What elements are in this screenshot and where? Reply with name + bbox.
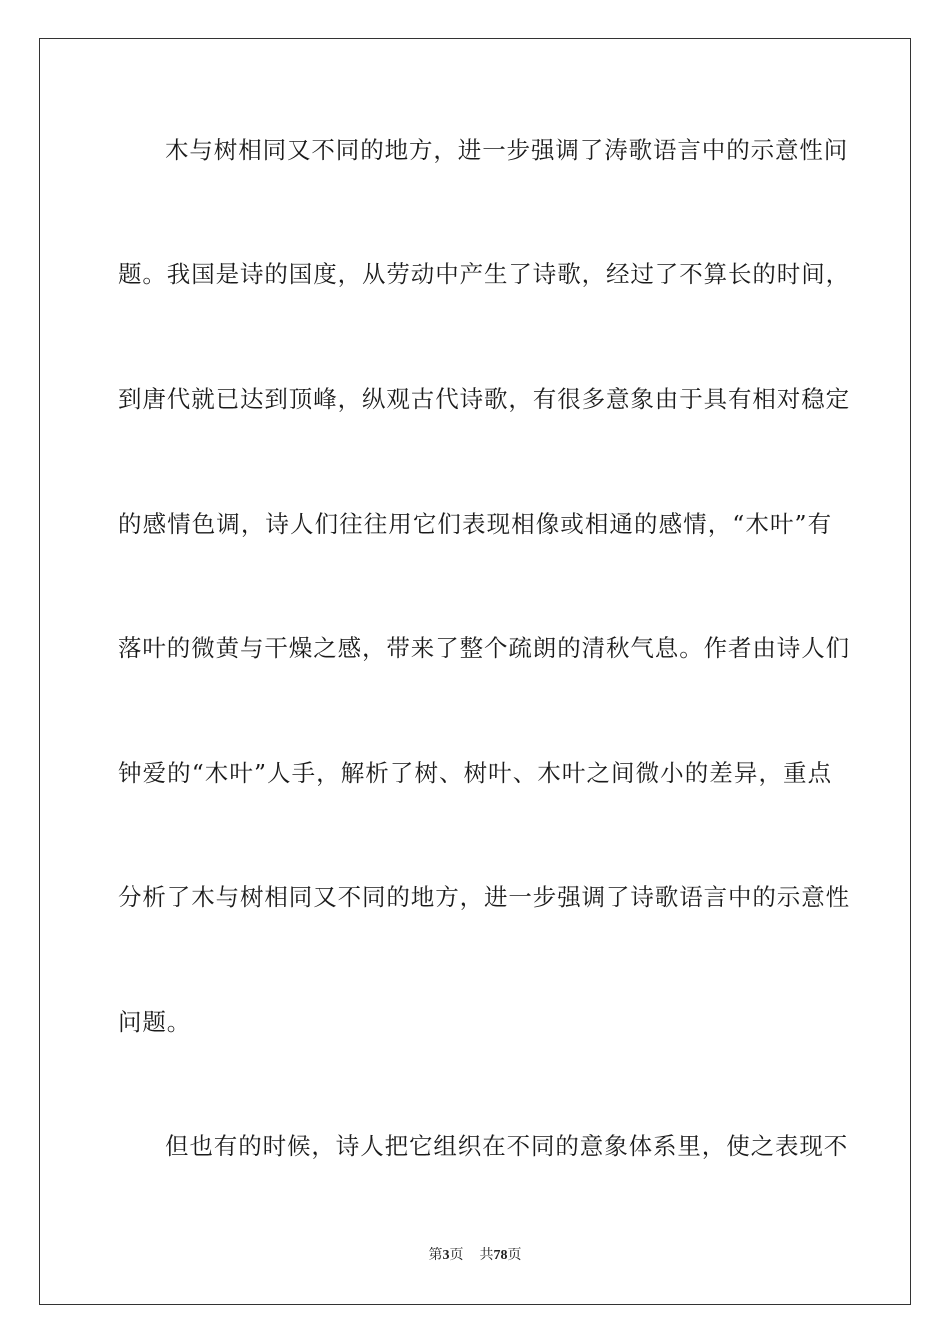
paragraph-line-9: 但也有的时候，诗人把它组织在不同的意象体系里，使之表现不 (165, 1132, 849, 1160)
page-border (39, 38, 911, 1305)
paragraph-line-3: 到唐代就已达到顶峰，纵观古代诗歌，有很多意象由于具有相对稳定 (118, 385, 850, 413)
footer-total-suffix: 页 (507, 1248, 522, 1263)
paragraph-line-4: 的感情色调，诗人们往往用它们表现相像或相通的感情，“木叶”有 (118, 510, 832, 538)
paragraph-line-6: 钟爱的“木叶”人手，解析了树、树叶、木叶之间微小的差异，重点 (118, 759, 832, 787)
paragraph-line-8: 问题。 (118, 1008, 192, 1036)
paragraph-line-7: 分析了木与树相同又不同的地方，进一步强调了诗歌语言中的示意性 (118, 883, 850, 911)
paragraph-line-2: 题。我国是诗的国度，从劳动中产生了诗歌，经过了不算长的时间， (118, 260, 850, 288)
page-footer (0, 1246, 950, 1266)
footer-page-suffix: 页 (449, 1248, 464, 1263)
footer-total-prefix: 共 (479, 1248, 494, 1263)
paragraph-line-1: 木与树相同又不同的地方，进一步强调了涛歌语言中的示意性问 (165, 136, 849, 164)
footer-page-number: 3 (442, 1248, 450, 1263)
paragraph-line-5: 落叶的微黄与干燥之感，带来了整个疏朗的清秋气息。作者由诗人们 (118, 634, 850, 662)
footer-total-pages: 78 (493, 1248, 508, 1263)
footer-page-prefix: 第 (428, 1248, 443, 1263)
